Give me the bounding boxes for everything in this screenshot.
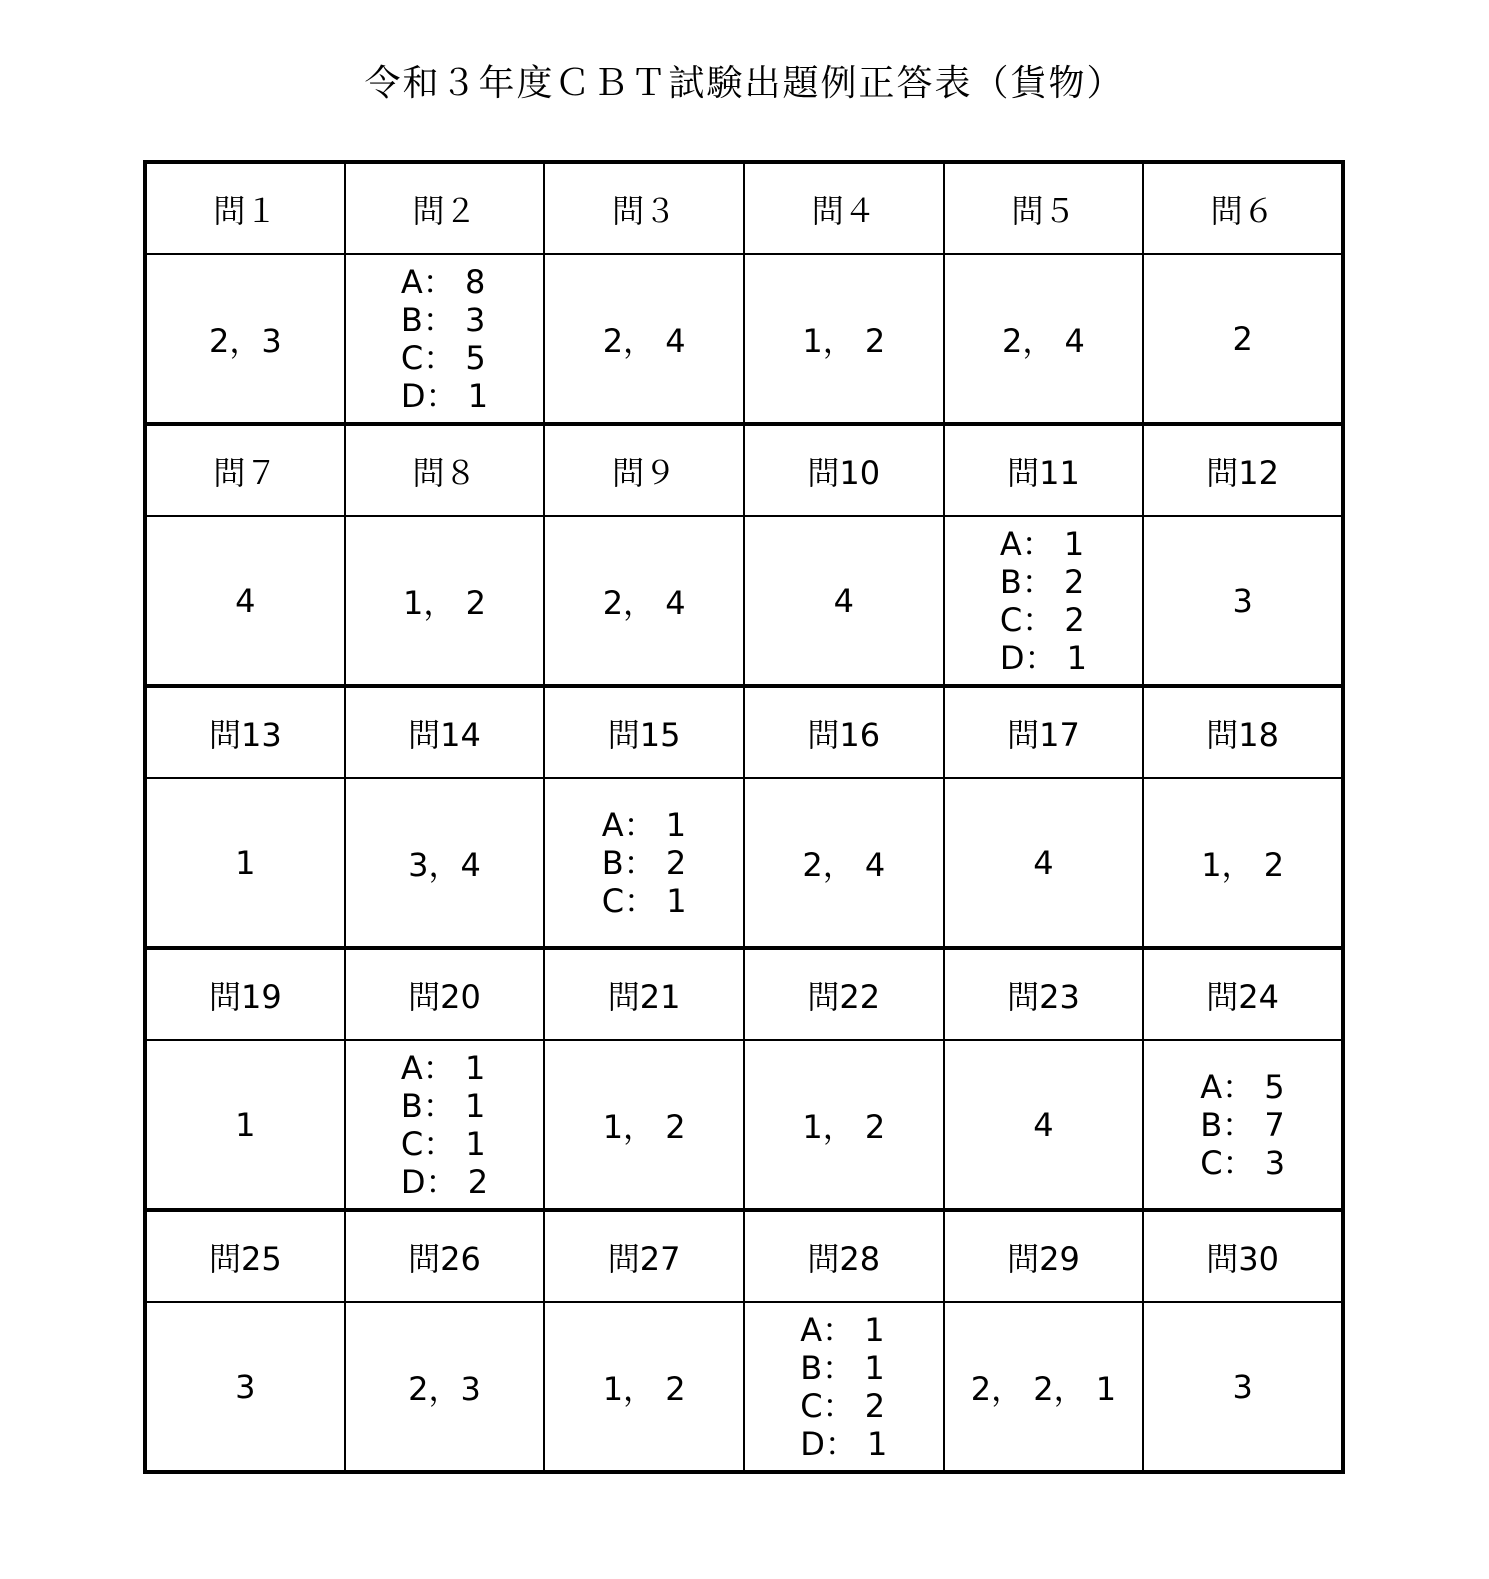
answer-value: 2， 4 (602, 583, 686, 622)
answer-row (145, 778, 1343, 948)
answer-value: 3，4 (408, 845, 481, 884)
answer-cell (145, 1040, 345, 1210)
answer-line: B： 7 (1200, 1105, 1285, 1144)
question-number-cell: 問８ (345, 424, 545, 516)
answer-value: 2，3 (208, 321, 282, 360)
question-number-cell: 問26 (345, 1210, 545, 1302)
answer-cell (944, 778, 1144, 948)
answer-value: 2， 2， 1 (970, 1369, 1117, 1408)
answer-cell (544, 1040, 744, 1210)
answer-line: C： 3 (1200, 1143, 1286, 1182)
answer-value: 1 (235, 1105, 256, 1144)
answer-value: 3 (1232, 1367, 1253, 1406)
answer-cell (345, 778, 545, 948)
answer-cell (145, 778, 345, 948)
answer-line: D： 1 (999, 638, 1088, 677)
question-number-cell: 問30 (1143, 1210, 1343, 1302)
question-number-row (145, 686, 1343, 778)
answer-cell (1143, 1040, 1343, 1210)
question-number-cell: 問18 (1143, 686, 1343, 778)
answer-line: C： 2 (800, 1386, 886, 1425)
answer-row (145, 516, 1343, 686)
answer-lines (401, 1049, 488, 1201)
answer-line: A： 8 (400, 262, 486, 301)
answer-cell (1143, 516, 1343, 686)
answer-line: C： 2 (999, 600, 1085, 639)
answer-line: B： 1 (400, 1086, 486, 1125)
answer-cell (944, 254, 1144, 424)
question-number-cell: 問２ (345, 162, 545, 254)
question-number-cell: 問23 (944, 948, 1144, 1040)
answer-value: 2， 4 (602, 321, 686, 360)
question-number-cell: 問28 (744, 1210, 944, 1302)
answer-value: 2， 4 (802, 845, 886, 884)
answer-line: B： 2 (999, 562, 1085, 601)
answer-line: C： 5 (400, 338, 486, 377)
question-number-cell: 問16 (744, 686, 944, 778)
answer-row (145, 1040, 1343, 1210)
question-number-cell: 問７ (145, 424, 345, 516)
question-number-cell: 問22 (744, 948, 944, 1040)
answer-cell (744, 254, 944, 424)
answer-cell (1143, 778, 1343, 948)
answer-cell (1143, 1302, 1343, 1472)
answer-cell (944, 1040, 1144, 1210)
answer-cell (544, 1302, 744, 1472)
answer-value: 1， 2 (1201, 845, 1285, 884)
answer-cell (345, 1302, 545, 1472)
question-number-cell: 問10 (744, 424, 944, 516)
answer-value: 4 (1033, 843, 1054, 882)
answer-line: A： 5 (1200, 1067, 1285, 1106)
answer-lines (1200, 1068, 1285, 1182)
answer-cell (145, 516, 345, 686)
answer-cell (345, 516, 545, 686)
answer-line: B： 2 (601, 843, 687, 882)
question-number-cell: 問１ (145, 162, 345, 254)
answer-row (145, 1302, 1343, 1472)
answer-cell (544, 778, 744, 948)
answer-cell (544, 254, 744, 424)
answer-value: 2，3 (408, 1369, 481, 1408)
question-number-cell: 問24 (1143, 948, 1343, 1040)
question-number-cell: 問12 (1143, 424, 1343, 516)
answer-cell (1143, 254, 1343, 424)
answer-cell (544, 516, 744, 686)
question-number-cell: 問14 (345, 686, 545, 778)
question-number-cell: 問20 (345, 948, 545, 1040)
question-number-cell: 問17 (944, 686, 1144, 778)
answer-cell (744, 1302, 944, 1472)
question-number-row (145, 424, 1343, 516)
answer-value: 2 (1232, 319, 1253, 358)
answer-value: 1， 2 (602, 1107, 686, 1146)
question-number-cell: 問13 (145, 686, 345, 778)
question-number-cell: 問９ (544, 424, 744, 516)
answer-cell (744, 1040, 944, 1210)
answer-lines (401, 263, 488, 415)
answer-value: 1， 2 (802, 321, 886, 360)
answer-cell (145, 1302, 345, 1472)
question-number-row (145, 1210, 1343, 1302)
answer-cell (744, 778, 944, 948)
question-number-cell: 問25 (145, 1210, 345, 1302)
question-number-cell: 問４ (744, 162, 944, 254)
answer-cell (944, 516, 1144, 686)
question-number-cell: 問19 (145, 948, 345, 1040)
answer-cell (345, 1040, 545, 1210)
answer-row (145, 254, 1343, 424)
question-number-row (145, 162, 1343, 254)
question-number-cell: 問11 (944, 424, 1144, 516)
answer-cell (145, 254, 345, 424)
question-number-cell: 問３ (544, 162, 744, 254)
question-number-row (145, 948, 1343, 1040)
answer-value: 1， 2 (403, 583, 486, 622)
answer-line: A： 1 (800, 1310, 885, 1349)
answer-value: 1 (235, 843, 256, 882)
answer-table-body (145, 162, 1343, 1472)
answer-lines (800, 1311, 887, 1463)
answer-line: D： 1 (800, 1424, 888, 1463)
answer-line: B： 1 (800, 1348, 885, 1387)
answer-value: 1， 2 (602, 1369, 686, 1408)
answer-cell (944, 1302, 1144, 1472)
question-number-cell: 問５ (944, 162, 1144, 254)
question-number-cell: 問15 (544, 686, 744, 778)
answer-lines (1000, 525, 1087, 677)
answer-line: D： 2 (400, 1162, 489, 1201)
answer-value: 3 (235, 1367, 256, 1406)
answer-line: D： 1 (400, 376, 489, 415)
answer-value: 4 (1033, 1105, 1054, 1144)
answer-line: A： 1 (999, 524, 1085, 563)
answer-line: B： 3 (400, 300, 486, 339)
answer-line: A： 1 (400, 1048, 486, 1087)
answer-lines (602, 806, 687, 920)
answer-value: 1， 2 (802, 1107, 886, 1146)
answer-value: 4 (833, 581, 854, 620)
answer-line: C： 1 (601, 881, 687, 920)
answer-value: 2， 4 (1002, 321, 1085, 360)
answer-cell (744, 516, 944, 686)
answer-line: C： 1 (400, 1124, 486, 1163)
answer-table (143, 160, 1345, 1474)
question-number-cell: 問27 (544, 1210, 744, 1302)
answer-value: 3 (1232, 581, 1253, 620)
page-title: 令和３年度ＣＢＴ試験出題例正答表（貨物） (364, 63, 1125, 104)
answer-value: 4 (235, 581, 256, 620)
answer-line: A： 1 (601, 805, 687, 844)
question-number-cell: 問29 (944, 1210, 1144, 1302)
answer-cell (345, 254, 545, 424)
question-number-cell: 問６ (1143, 162, 1343, 254)
question-number-cell: 問21 (544, 948, 744, 1040)
